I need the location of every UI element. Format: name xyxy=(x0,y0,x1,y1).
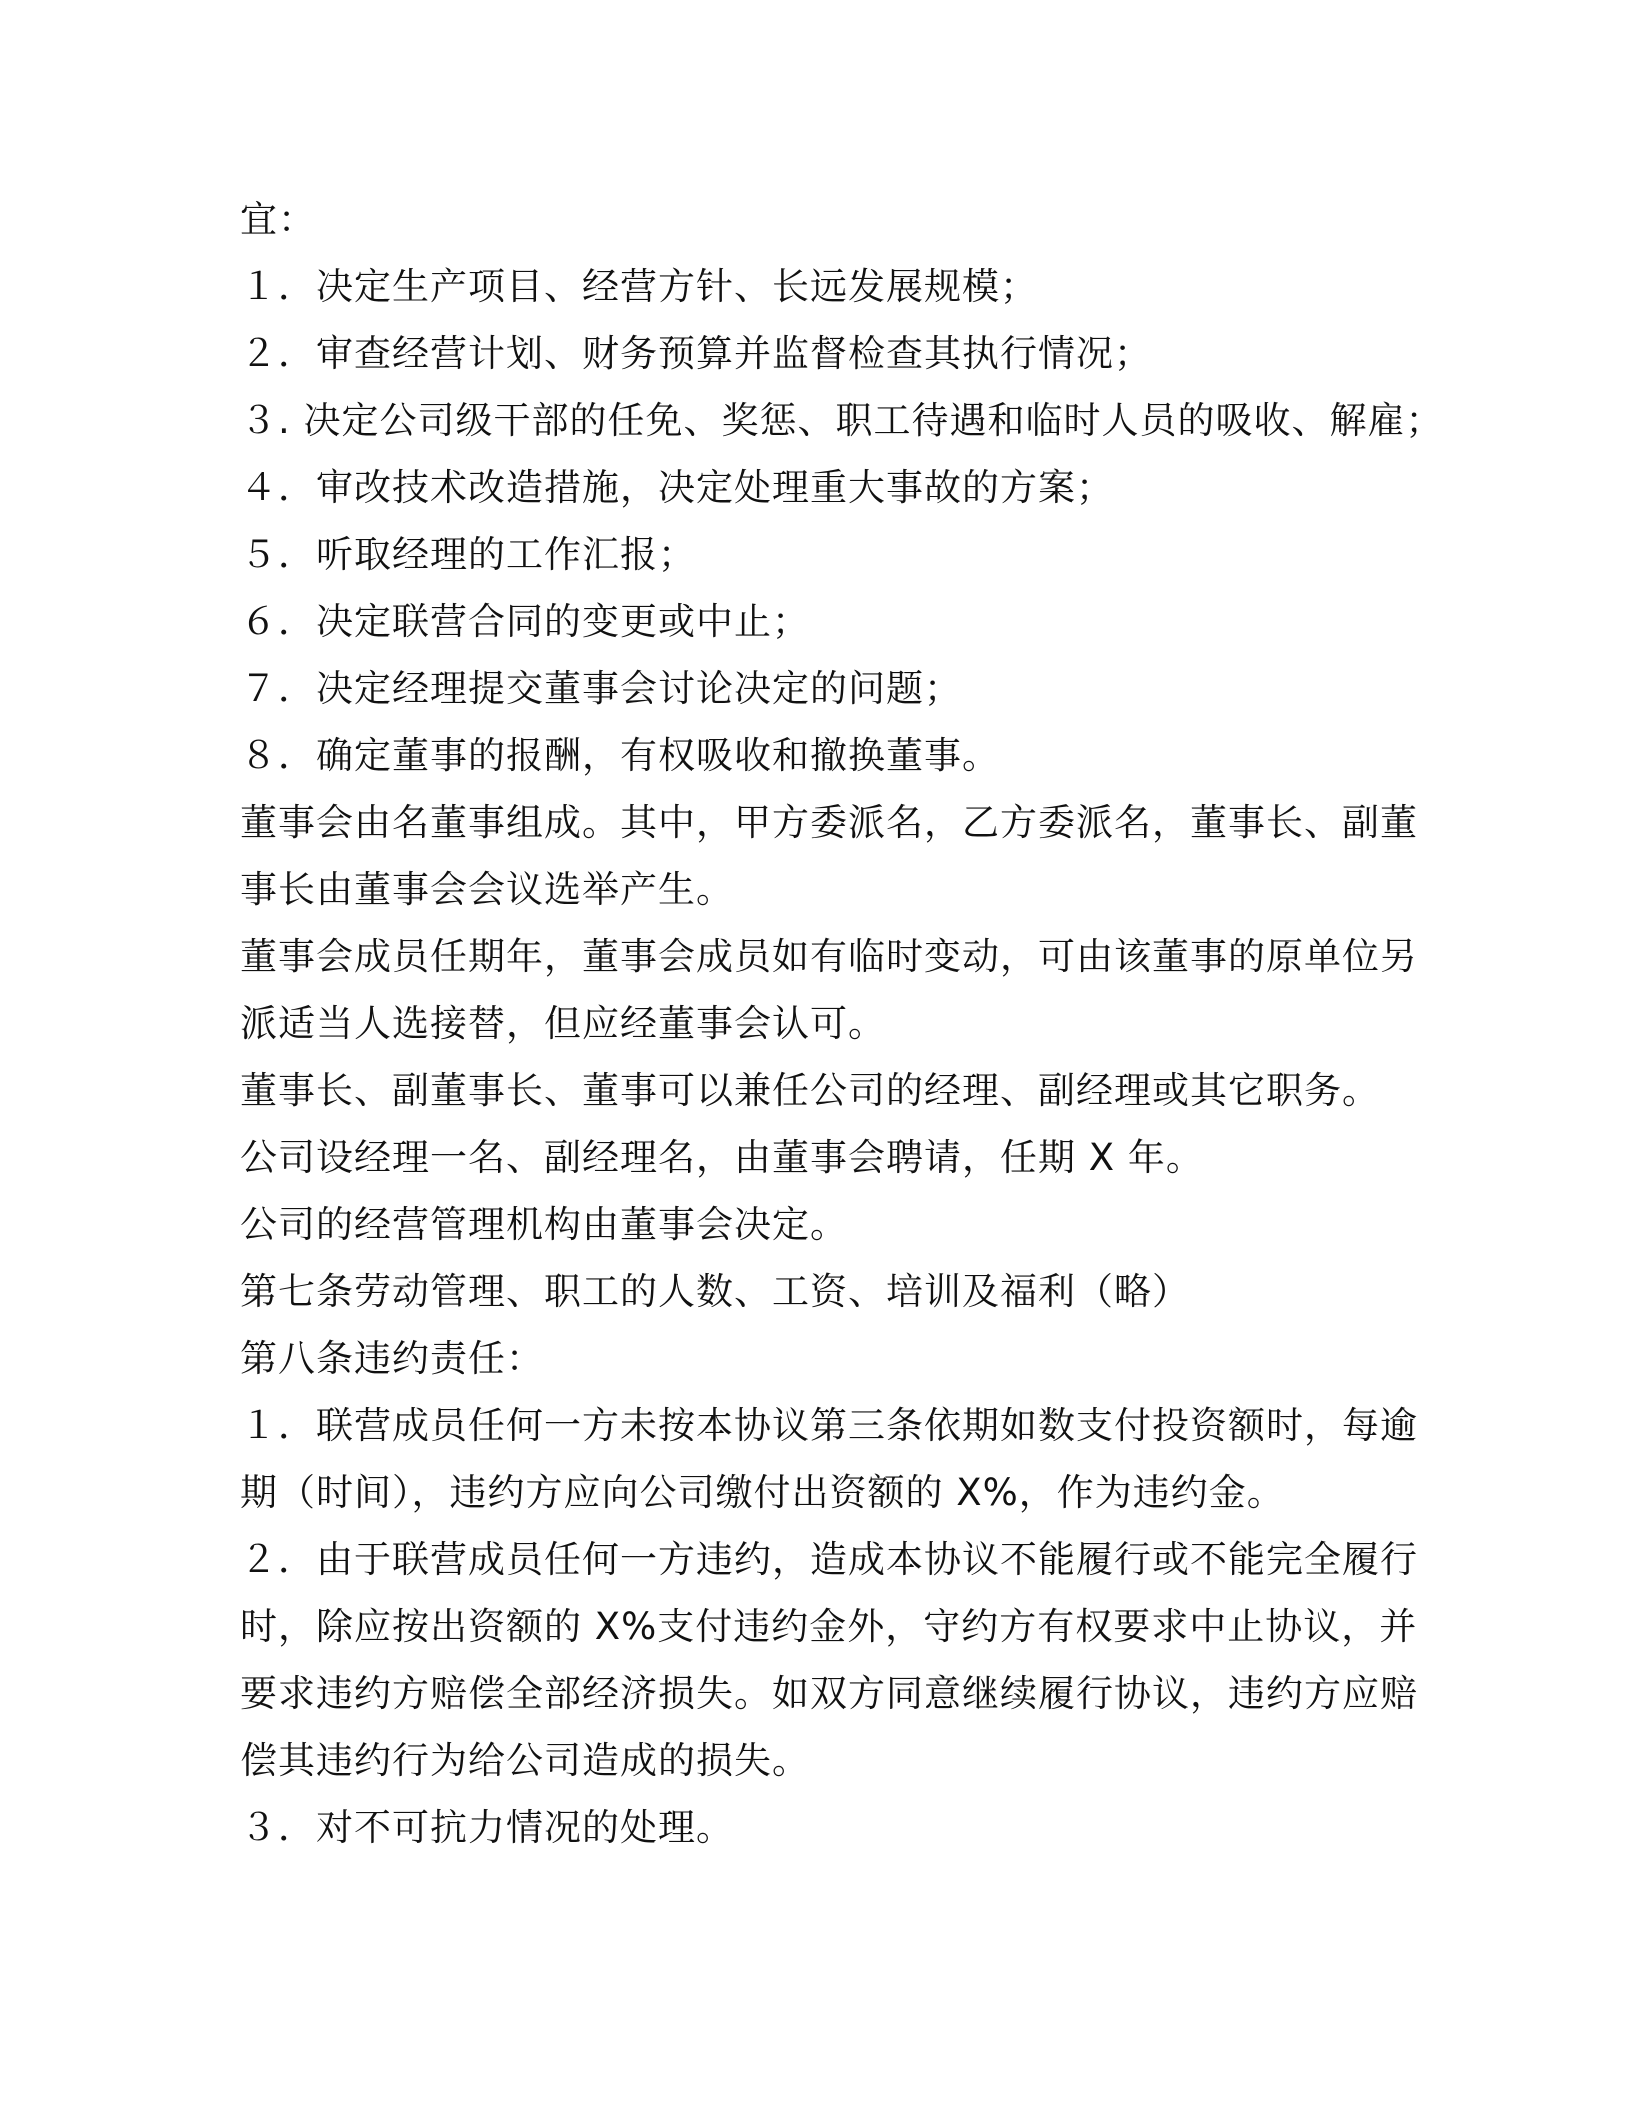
list-item-2: ２．审查经营计划、财务预算并监督检查其执行情况； xyxy=(240,332,1152,375)
breach-item-1 xyxy=(240,1392,1418,1526)
list-item-5: ５．听取经理的工作汇报； xyxy=(240,533,696,576)
board-composition-paragraph xyxy=(240,789,1418,923)
list-item-1: １．决定生产项目、经营方针、长远发展规模； xyxy=(240,265,1038,308)
paragraph-line: 期（时间），违约方应向公司缴付出资额的 X%，作为违约金。 xyxy=(240,1471,1285,1514)
paragraph-line: 时，除应按出资额的 X%支付违约金外，守约方有权要求中止协议，并 xyxy=(240,1605,1418,1648)
paragraph-line: ２．由于联营成员任何一方违约，造成本协议不能履行或不能完全履行 xyxy=(240,1538,1418,1581)
text-line-continuation: 宜： xyxy=(240,198,316,241)
list-item-7: ７．决定经理提交董事会讨论决定的问题； xyxy=(240,667,962,710)
breach-item-2 xyxy=(240,1526,1418,1794)
document-body xyxy=(240,186,1444,1861)
list-item-6: ６．决定联营合同的变更或中止； xyxy=(240,600,810,643)
paragraph-line: 公司的经营管理机构由董事会决定。 xyxy=(240,1203,848,1246)
breach-item-3: ３．对不可抗力情况的处理。 xyxy=(240,1806,734,1849)
paragraph-line: 要求违约方赔偿全部经济损失。如双方同意继续履行协议，违约方应赔 xyxy=(240,1672,1418,1715)
list-item-3: ３. 决定公司级干部的任免、奖惩、职工待遇和临时人员的吸收、解雇； xyxy=(240,399,1444,442)
board-term-paragraph xyxy=(240,923,1418,1057)
list-item-4: ４．审改技术改造措施，决定处理重大事故的方案； xyxy=(240,466,1114,509)
paragraph-line: 董事会成员任期年，董事会成员如有临时变动，可由该董事的原单位另 xyxy=(240,935,1418,978)
paragraph-line: 事长由董事会会议选举产生。 xyxy=(240,868,734,911)
paragraph-line: 董事会由名董事组成。其中，甲方委派名，乙方委派名，董事长、副董 xyxy=(240,801,1418,844)
paragraph-line: 偿其违约行为给公司造成的损失。 xyxy=(240,1739,810,1782)
article-7-heading: 第七条劳动管理、职工的人数、工资、培训及福利（略） xyxy=(240,1270,1190,1313)
paragraph-line: 公司设经理一名、副经理名，由董事会聘请，任期 X 年。 xyxy=(240,1136,1204,1179)
paragraph-line: １．联营成员任何一方未按本协议第三条依期如数支付投资额时，每逾 xyxy=(240,1404,1418,1447)
list-item-8: ８．确定董事的报酬，有权吸收和撤换董事。 xyxy=(240,734,1000,777)
paragraph-line: 董事长、副董事长、董事可以兼任公司的经理、副经理或其它职务。 xyxy=(240,1069,1380,1112)
paragraph-line: 派适当人选接替，但应经董事会认可。 xyxy=(240,1002,886,1045)
article-8-heading: 第八条违约责任： xyxy=(240,1337,544,1380)
